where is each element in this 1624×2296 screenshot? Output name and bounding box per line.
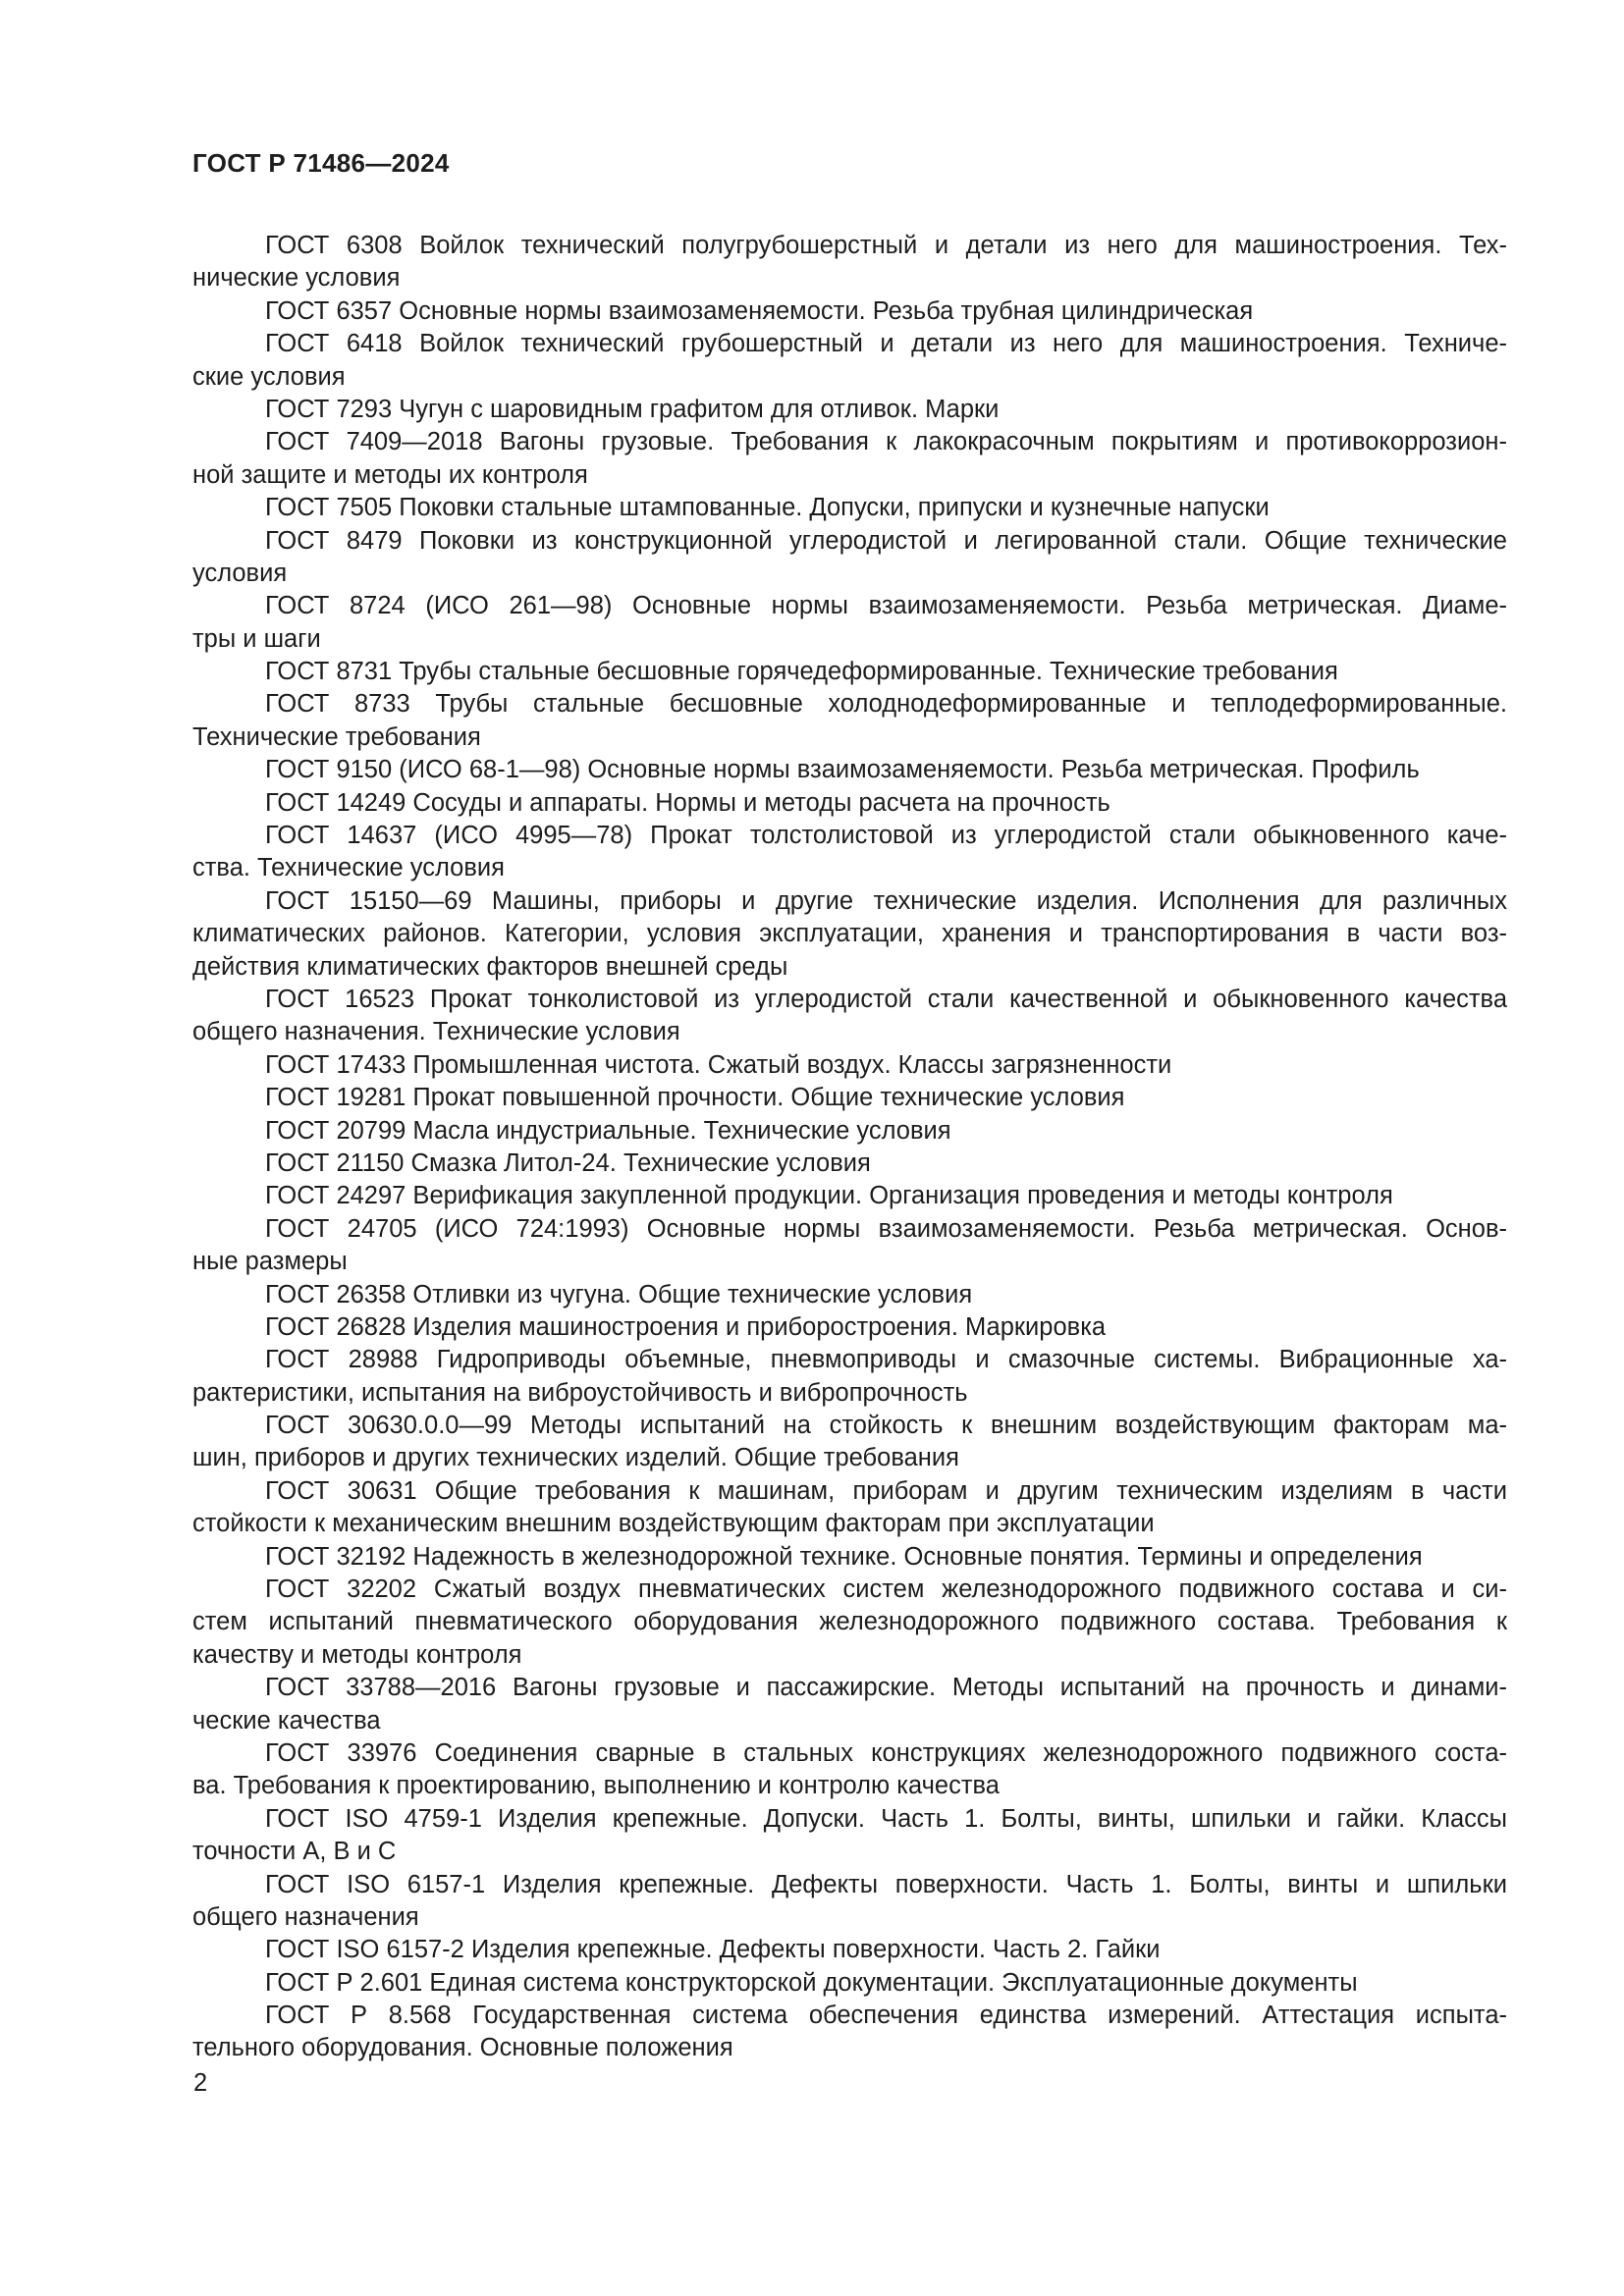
reference-item [192, 1148, 1507, 1180]
reference-item [192, 1869, 1507, 1935]
reference-line: ГОСТ 6357 Основные нормы взаимозаменяемости. Резьба трубная цилиндрическая [265, 296, 1254, 325]
reference-line: ГОСТ 28988 Гидроприводы объемные, пневмоприводы и смазочные системы. Вибрационные ха- [265, 1346, 1507, 1374]
reference-line: шин, приборов и других технических изделий. Общие требования [192, 1444, 959, 1472]
page-number: 2 [193, 2069, 208, 2097]
reference-item [192, 492, 1507, 524]
reference-line: условия [192, 559, 288, 587]
reference-item [192, 295, 1507, 328]
reference-line: ГОСТ 15150—69 Машины, приборы и другие технические изделия. Исполнения для различных [265, 886, 1507, 915]
reference-line: ГОСТ 19281 Прокат повышенной прочности. Общие технические условия [265, 1084, 1125, 1112]
normative-references-list [192, 230, 1507, 2065]
reference-item [192, 1311, 1507, 1344]
reference-item [192, 328, 1507, 394]
reference-item [192, 426, 1507, 492]
reference-item [192, 1541, 1507, 1574]
reference-item [192, 1574, 1507, 1672]
reference-item [192, 754, 1507, 786]
reference-line: точности А, В и С [192, 1838, 397, 1866]
reference-line: тельного оборудования. Основные положения [192, 2034, 733, 2062]
reference-line: ГОСТ 24705 (ИСО 724:1993) Основные нормы взаимозаменяемости. Резьба метрическая. Основ- [265, 1214, 1507, 1243]
reference-line: рактеристики, испытания на виброустойчивость и вибропрочность [192, 1378, 968, 1407]
reference-item [192, 230, 1507, 295]
reference-item [192, 1279, 1507, 1311]
reference-item [192, 885, 1507, 984]
reference-item [192, 2000, 1507, 2065]
reference-line: ГОСТ 17433 Промышленная чистота. Сжатый воздух. Классы загрязненности [265, 1050, 1172, 1079]
reference-item [192, 1049, 1507, 1082]
reference-line: ГОСТ 7293 Чугун с шаровидным графитом для отливок. Марки [265, 395, 1000, 423]
reference-line: ные размеры [192, 1248, 348, 1276]
reference-line: ГОСТ 24297 Верификация закупленной продукции. Организация проведения и методы контроля [265, 1182, 1393, 1210]
reference-item [192, 787, 1507, 820]
reference-line: ГОСТ 6308 Войлок технический полугрубошерстный и детали из него для машиностроения. Тех- [265, 232, 1507, 259]
reference-item [192, 1803, 1507, 1869]
reference-line: ГОСТ 8724 (ИСО 261—98) Основные нормы взаимозаменяемости. Резьба метрическая. Диаме- [265, 592, 1507, 620]
reference-item [192, 1967, 1507, 2000]
reference-item [192, 1737, 1507, 1803]
reference-line: ГОСТ 14637 (ИСО 4995—78) Прокат толстолистовой из углеродистой стали обыкновенного каче- [265, 822, 1507, 850]
reference-line: ГОСТ 32202 Сжатый воздух пневматических систем железнодорожного подвижного состава и си- [265, 1575, 1507, 1604]
reference-line: ГОСТ 33788—2016 Вагоны грузовые и пассажирские. Методы испытаний на прочность и динами- [265, 1674, 1507, 1702]
reference-line: ГОСТ 7505 Поковки стальные штампованные. Допуски, припуски и кузнечные напуски [265, 494, 1270, 522]
reference-item [192, 1082, 1507, 1114]
reference-line: климатических районов. Категории, условия эксплуатации, хранения и транспортирования в части воз- [192, 920, 1507, 948]
reference-line: ГОСТ 26358 Отливки из чугуна. Общие технические условия [265, 1280, 973, 1308]
reference-item [192, 1934, 1507, 1966]
reference-line: ГОСТ 8731 Трубы стальные бесшовные горячедеформированные. Технические требования [265, 658, 1338, 686]
reference-item [192, 1475, 1507, 1541]
reference-item [192, 590, 1507, 656]
reference-line: ГОСТ 14249 Сосуды и аппараты. Нормы и методы расчета на прочность [265, 788, 1110, 817]
reference-line: ГОСТ 8479 Поковки из конструкционной углеродистой и легированной стали. Общие технические [265, 526, 1507, 555]
reference-line: ГОСТ 30630.0.0—99 Методы испытаний на стойкость к внешним воздействующим факторам ма- [265, 1412, 1507, 1440]
reference-line: ГОСТ ISO 4759-1 Изделия крепежные. Допуски. Часть 1. Болты, винты, шпильки и гайки. Классы [265, 1804, 1507, 1833]
reference-line: ГОСТ Р 2.601 Единая система конструкторской документации. Эксплуатационные документы [265, 1968, 1358, 1997]
reference-item [192, 984, 1507, 1049]
reference-item [192, 1115, 1507, 1148]
reference-line: тры и шаги [192, 624, 321, 653]
reference-line: ГОСТ 30631 Общие требования к машинам, приборам и другим техническим изделиям в части [265, 1476, 1507, 1505]
reference-line: ной защите и методы их контроля [192, 460, 588, 489]
running-header [192, 148, 450, 179]
reference-line: стойкости к механическим внешним воздействующим факторам при эксплуатации [192, 1510, 1155, 1538]
reference-line: ГОСТ 8733 Трубы стальные бесшовные холоднодеформированные и теплодеформированные. [265, 690, 1507, 719]
reference-line: ГОСТ ISO 6157-1 Изделия крепежные. Дефекты поверхности. Часть 1. Болты, винты и шпильки [265, 1870, 1507, 1898]
reference-line: ства. Технические условия [192, 854, 505, 882]
reference-line: ГОСТ 26828 Изделия машиностроения и приборостроения. Маркировка [265, 1312, 1107, 1341]
standard-designation: ГОСТ Р 71486—2024 [192, 148, 450, 178]
reference-line: ГОСТ 33976 Соединения сварные в стальных конструкциях железнодорожного подвижного соста- [265, 1738, 1507, 1767]
reference-line: качеству и методы контроля [192, 1640, 522, 1669]
reference-line: Технические требования [192, 722, 481, 751]
reference-line: действия климатических факторов внешней среды [192, 952, 788, 981]
reference-line: стем испытаний пневматического оборудования железнодорожного подвижного состава. Требования к [192, 1608, 1507, 1636]
reference-line: ГОСТ 9150 (ИСО 68-1—98) Основные нормы взаимозаменяемости. Резьба метрическая. Профиль [265, 756, 1420, 784]
reference-line: ГОСТ 16523 Прокат тонколистовой из углеродистой стали качественной и обыкновенного качества [265, 985, 1507, 1013]
reference-line: ва. Требования к проектированию, выполнению и контролю качества [192, 1772, 1000, 1800]
reference-line: ГОСТ 7409—2018 Вагоны грузовые. Требования к лакокрасочным покрытиям и противокоррозион- [265, 428, 1507, 456]
reference-item [192, 394, 1507, 426]
reference-line: нические условия [192, 264, 401, 293]
reference-item [192, 1180, 1507, 1212]
reference-line: общего назначения [192, 1902, 419, 1931]
reference-line: ческие качества [192, 1706, 381, 1735]
reference-line: общего назначения. Технические условия [192, 1018, 680, 1046]
reference-line: ГОСТ 20799 Масла индустриальные. Технические условия [265, 1116, 951, 1145]
reference-item [192, 1672, 1507, 1737]
reference-item [192, 1344, 1507, 1410]
reference-line: ГОСТ ISO 6157-2 Изделия крепежные. Дефекты поверхности. Часть 2. Гайки [265, 1936, 1161, 1964]
reference-item [192, 688, 1507, 754]
reference-item [192, 525, 1507, 591]
reference-line: ГОСТ Р 8.568 Государственная система обеспечения единства измерений. Аттестация испыта- [265, 2002, 1507, 2030]
reference-item [192, 1213, 1507, 1279]
reference-item [192, 656, 1507, 688]
reference-line: ские условия [192, 362, 346, 391]
reference-item [192, 1410, 1507, 1475]
reference-line: ГОСТ 32192 Надежность в железнодорожной технике. Основные понятия. Термины и определения [265, 1542, 1423, 1571]
reference-item [192, 820, 1507, 885]
reference-line: ГОСТ 21150 Смазка Литол-24. Технические условия [265, 1148, 871, 1177]
reference-line: ГОСТ 6418 Войлок технический грубошерстный и детали из него для машиностроения. Техниче- [265, 330, 1507, 358]
